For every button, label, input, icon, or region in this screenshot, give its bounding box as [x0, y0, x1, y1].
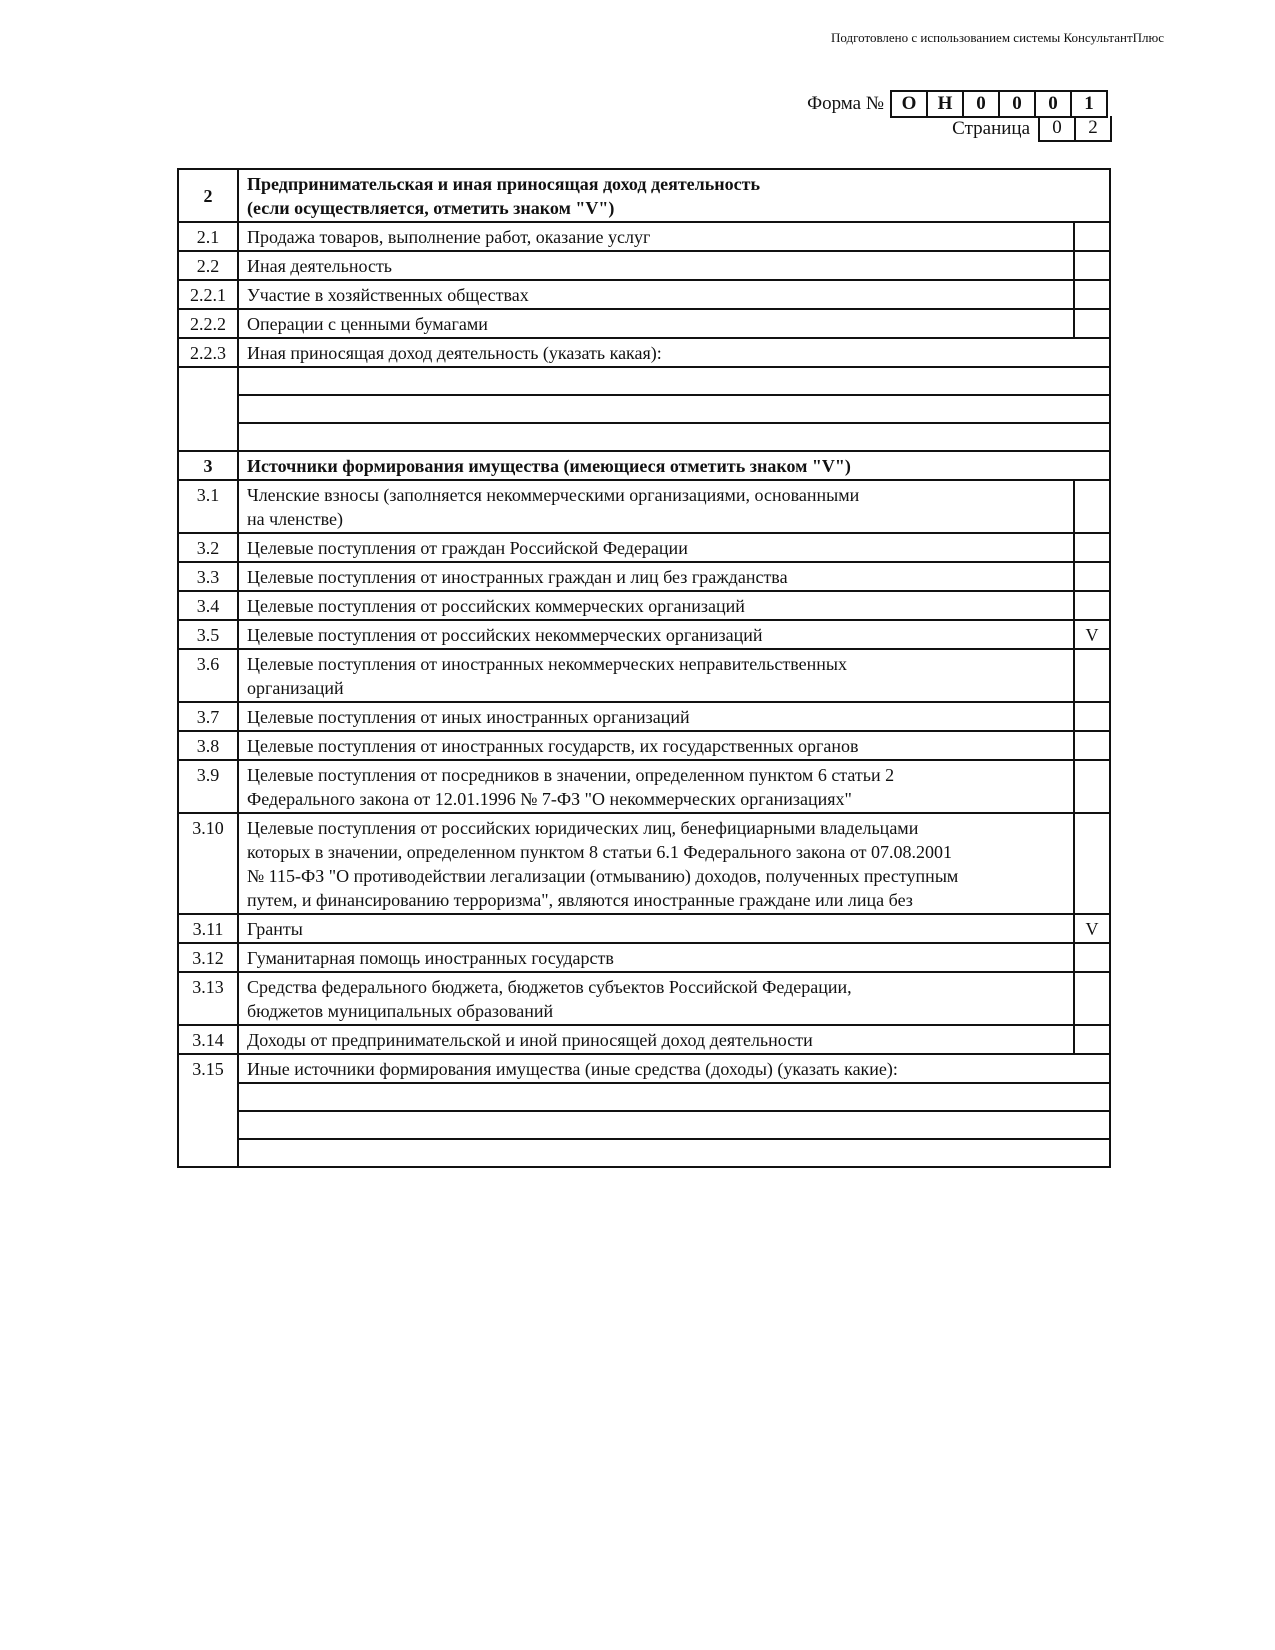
table-row [178, 760, 1110, 813]
row-text-line: Членские взносы (заполняется некоммерческими организациями, основанными [247, 485, 860, 505]
row-text-line: Средства федерального бюджета, бюджетов субъектов Российской Федерации, [247, 977, 852, 997]
table-row [178, 280, 1110, 309]
table-row [178, 1054, 1110, 1083]
check-cell[interactable] [1074, 280, 1110, 309]
row-text: Иные источники формирования имущества (иные средства (доходы) (указать какие): [238, 1054, 1110, 1083]
section-title: Источники формирования имущества (имеющиеся отметить знаком "V") [238, 451, 1110, 480]
table-row [178, 309, 1110, 338]
section-title [238, 169, 1110, 222]
row-text [238, 972, 1074, 1025]
check-cell[interactable] [1074, 480, 1110, 533]
row-number: 2.2 [178, 251, 238, 280]
row-text: Целевые поступления от иных иностранных организаций [238, 702, 1074, 731]
blank-row [178, 1111, 1110, 1139]
blank-number-cell [178, 367, 238, 451]
row-number: 3.13 [178, 972, 238, 1025]
row-text: Иная приносящая доход деятельность (указать какая): [238, 338, 1110, 367]
fill-in-line[interactable] [238, 395, 1110, 423]
form-number-label: Форма № [807, 93, 884, 114]
row-number: 2.2.3 [178, 338, 238, 367]
row-text [238, 760, 1074, 813]
row-number: 3.4 [178, 591, 238, 620]
row-text: Участие в хозяйственных обществах [238, 280, 1074, 309]
form-code-boxes [890, 90, 1108, 118]
check-cell[interactable] [1074, 1025, 1110, 1054]
check-cell[interactable] [1074, 222, 1110, 251]
row-number: 3.2 [178, 533, 238, 562]
check-cell[interactable] [1074, 760, 1110, 813]
check-cell[interactable] [1074, 251, 1110, 280]
row-number: 3.1 [178, 480, 238, 533]
table-row [178, 620, 1110, 649]
form-number [760, 90, 1108, 118]
check-cell[interactable] [1074, 649, 1110, 702]
row-text: Гуманитарная помощь иностранных государств [238, 943, 1074, 972]
form-code-char: 0 [964, 92, 1000, 116]
row-text [238, 813, 1074, 914]
row-text [238, 649, 1074, 702]
row-text: Иная деятельность [238, 251, 1074, 280]
page-code-char: 2 [1076, 116, 1112, 140]
page-code-char: 0 [1040, 116, 1076, 140]
section-number: 3 [178, 451, 238, 480]
row-text: Целевые поступления от российских некоммерческих организаций [238, 620, 1074, 649]
table-row [178, 813, 1110, 914]
table-row [178, 591, 1110, 620]
row-number: 3.3 [178, 562, 238, 591]
table-row [178, 1025, 1110, 1054]
page-number [940, 116, 1112, 142]
check-cell[interactable] [1074, 943, 1110, 972]
row-text-line: № 115-ФЗ "О противодействии легализации (отмыванию) доходов, полученных преступным [247, 866, 959, 886]
check-cell[interactable] [1074, 309, 1110, 338]
table-row [178, 972, 1110, 1025]
blank-row [178, 1083, 1110, 1111]
blank-row [178, 395, 1110, 423]
row-number: 3.5 [178, 620, 238, 649]
row-text-line: Целевые поступления от посредников в значении, определенном пунктом 6 статьи 2 [247, 765, 895, 785]
blank-row [178, 1139, 1110, 1167]
table-row [178, 338, 1110, 367]
table-row [178, 914, 1110, 943]
fill-in-line[interactable] [238, 1111, 1110, 1139]
row-number: 3.12 [178, 943, 238, 972]
row-text: Целевые поступления от иностранных граждан и лиц без гражданства [238, 562, 1074, 591]
row-text: Операции с ценными бумагами [238, 309, 1074, 338]
row-number: 3.6 [178, 649, 238, 702]
check-cell[interactable] [1074, 533, 1110, 562]
fill-in-line[interactable] [238, 1083, 1110, 1111]
check-cell[interactable] [1074, 702, 1110, 731]
header-note: Подготовлено с использованием системы КонсультантПлюс [830, 30, 1164, 45]
row-text: Целевые поступления от российских коммерческих организаций [238, 591, 1074, 620]
section-title-line: Предпринимательская и иная приносящая доход деятельность [247, 174, 761, 194]
form-code-char: 0 [1036, 92, 1072, 116]
table-row [178, 702, 1110, 731]
table-row [178, 222, 1110, 251]
section-number: 2 [178, 169, 238, 222]
row-text-line: которых в значении, определенном пунктом 8 статьи 6.1 Федерального закона от 07.08.2001 [247, 842, 953, 862]
row-text-line: на членстве) [247, 509, 344, 529]
form-code-char: Н [928, 92, 964, 116]
row-text-line: Целевые поступления от российских юридических лиц, бенефициарными владельцами [247, 818, 919, 838]
check-cell[interactable]: V [1074, 914, 1110, 943]
table-row [178, 480, 1110, 533]
fill-in-line[interactable] [238, 423, 1110, 451]
row-number: 3.9 [178, 760, 238, 813]
row-text-line: бюджетов муниципальных образований [247, 1001, 554, 1021]
form-code-char: 1 [1072, 92, 1108, 116]
check-cell[interactable] [1074, 591, 1110, 620]
row-text: Доходы от предпринимательской и иной приносящей доход деятельности [238, 1025, 1074, 1054]
row-number: 3.7 [178, 702, 238, 731]
row-number: 2.2.1 [178, 280, 238, 309]
check-cell[interactable] [1074, 813, 1110, 914]
section-2-header [178, 169, 1110, 222]
row-number: 2.1 [178, 222, 238, 251]
section-title-line: (если осуществляется, отметить знаком "V") [247, 198, 615, 218]
page-code-boxes [1038, 116, 1112, 142]
form-code-char: О [892, 92, 928, 116]
form-table [177, 168, 1111, 1168]
table-row [178, 731, 1110, 760]
row-text: Гранты [238, 914, 1074, 943]
table-row [178, 251, 1110, 280]
row-number: 3.8 [178, 731, 238, 760]
row-number: 3.14 [178, 1025, 238, 1054]
page-number-label: Страница [952, 118, 1030, 139]
fill-in-line[interactable] [238, 367, 1110, 395]
check-cell[interactable] [1074, 731, 1110, 760]
fill-in-line[interactable] [238, 1139, 1110, 1167]
row-text-line: путем, и финансированию терроризма", являются иностранные граждане или лица без [247, 890, 913, 910]
row-text [238, 480, 1074, 533]
check-cell[interactable] [1074, 562, 1110, 591]
check-cell[interactable]: V [1074, 620, 1110, 649]
row-number: 2.2.2 [178, 309, 238, 338]
row-number: 3.11 [178, 914, 238, 943]
row-number: 3.10 [178, 813, 238, 914]
row-text-line: Целевые поступления от иностранных некоммерческих неправительственных [247, 654, 847, 674]
row-text-line: Федерального закона от 12.01.1996 № 7-ФЗ "О некоммерческих организациях" [247, 789, 852, 809]
row-text: Целевые поступления от граждан Российской Федерации [238, 533, 1074, 562]
row-text-line: организаций [247, 678, 344, 698]
section-3-header [178, 451, 1110, 480]
table-row [178, 533, 1110, 562]
row-number: 3.15 [178, 1054, 238, 1167]
row-text: Целевые поступления от иностранных государств, их государственных органов [238, 731, 1074, 760]
row-text: Продажа товаров, выполнение работ, оказание услуг [238, 222, 1074, 251]
table-row [178, 649, 1110, 702]
blank-row [178, 367, 1110, 395]
table-row [178, 562, 1110, 591]
check-cell[interactable] [1074, 972, 1110, 1025]
form-code-char: 0 [1000, 92, 1036, 116]
table-row [178, 943, 1110, 972]
blank-row [178, 423, 1110, 451]
